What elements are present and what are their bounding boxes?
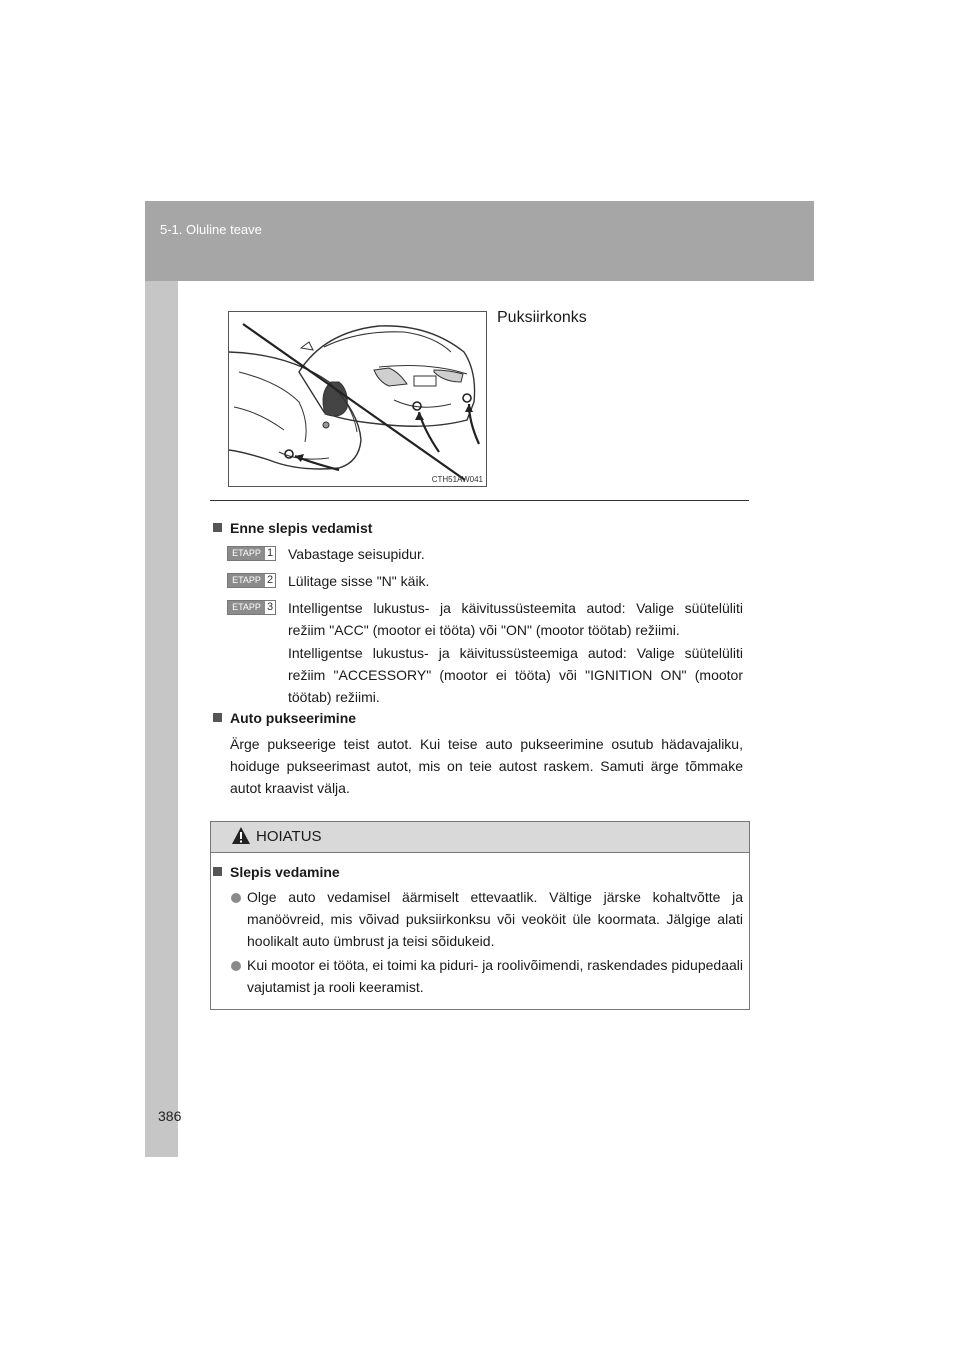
divider <box>210 500 749 501</box>
figure-code: CTH51AW041 <box>431 475 483 484</box>
section1-title-text: Enne slepis vedamist <box>230 520 373 536</box>
warning-subtitle <box>213 864 340 880</box>
section-header: 5-1. Oluline teave <box>160 222 262 237</box>
step-badge-1: ETAPP 1 <box>227 546 276 561</box>
page-number: 386 <box>158 1108 182 1124</box>
figure-caption: Puksiirkonks <box>497 309 587 326</box>
warning-subtitle-text: Slepis vedamine <box>230 864 340 880</box>
warning-bullet-2: Kui mootor ei tööta, ei toimi ka piduri- ja roolivõimendi, raskendades pidupedaali vajutamist ja rooli keeramist. <box>247 957 743 995</box>
round-bullet-icon <box>231 893 241 903</box>
side-strip <box>145 281 178 1157</box>
header-band <box>145 201 814 281</box>
towing-text: Ärge pukseerige teist autot. Kui teise auto pukseerimine osutub hädavajaliku, hoiduge pukseerimast autot, mis on teie autost raskem. Samuti ärge tõmmake autot kraavist välja. <box>230 736 743 796</box>
square-bullet-icon <box>213 523 222 532</box>
warning-title: HOIATUS <box>256 828 322 845</box>
step-3-text: Intelligentse lukustus- ja käivitussüsteemita autod: Valige süütelüliti režiim "ACC" (mootor ei tööta) või "ON" (mootor töötab) režiimi. <box>288 600 743 638</box>
warning-bullet-1: Olge auto vedamisel äärmiselt ettevaatlik. Vältige järske kohaltvõtte ja manöövreid, mis võivad puksiirkonksu või veoköit üle koormata. Jälgige alati hoolikalt auto ümbrust ja teisi sõidukeid. <box>247 889 743 949</box>
warning-header <box>211 822 749 853</box>
section-title-towing <box>213 710 356 726</box>
step-badge-2: ETAPP 2 <box>227 573 276 588</box>
square-bullet-icon <box>213 867 222 876</box>
step-2-text: Lülitage sisse "N" käik. <box>288 573 430 589</box>
square-bullet-icon <box>213 713 222 722</box>
car-illustration <box>229 312 486 486</box>
step-1-text: Vabastage seisupidur. <box>288 546 425 562</box>
warning-triangle-icon <box>231 826 251 845</box>
step-3-extra-text: Intelligentse lukustus- ja käivitussüsteemiga autod: Valige süütelüliti režiim "ACCESSORY" (mootor ei tööta) või "IGNITION ON" (mootor töötab) režiimi. <box>288 645 743 705</box>
section2-title-text: Auto pukseerimine <box>230 710 357 726</box>
tow-hook-figure <box>228 311 487 487</box>
round-bullet-icon <box>231 961 241 971</box>
section-title-before-towing <box>213 520 372 536</box>
step-badge-3: ETAPP 3 <box>227 600 276 615</box>
